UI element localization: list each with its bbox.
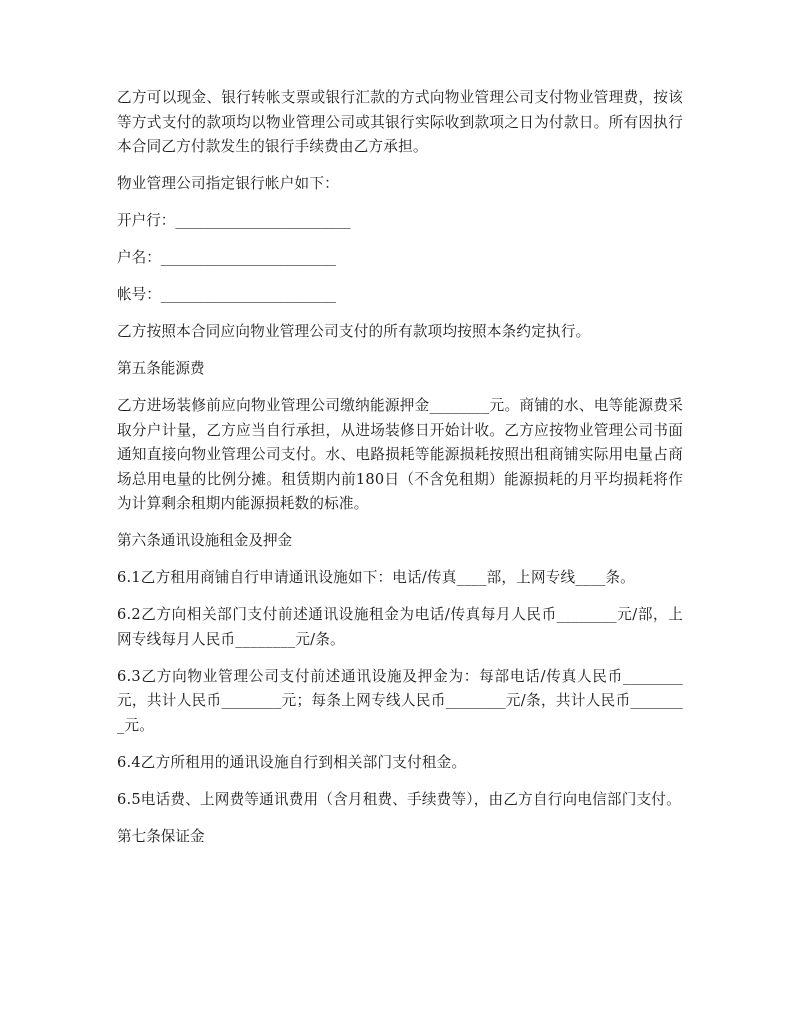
- heading-article-7: 第七条保证金: [117, 827, 205, 845]
- paragraph-6-5: 6.5电话费、上网费等通讯费用（含月租费、手续费等），由乙方自行向电信部门支付。: [117, 790, 681, 808]
- paragraph-6-1: 6.1乙方租用商铺自行申请通讯设施如下：电话/传真____部，上网专线____条。: [117, 569, 635, 586]
- heading-article-5: 第五条能源费: [117, 360, 205, 377]
- heading-article-6: 第六条通讯设施租金及押金: [117, 532, 293, 549]
- paragraph-6-4: 6.4乙方所租用的通讯设施自行到相关部门支付租金。: [117, 753, 467, 771]
- paragraph-bank-intro: 物业管理公司指定银行帐户如下：: [117, 175, 339, 192]
- paragraph-6-2: 6.2乙方向相关部门支付前述通讯设施租金为电话/传真每月人民币________元/部，上网专线每月人民币________元/条。: [117, 606, 683, 648]
- field-account-name: 户名：________________________: [117, 249, 336, 266]
- field-bank: 开户行：________________________: [117, 212, 351, 229]
- paragraph-6-3: 6.3乙方向物业管理公司支付前述通讯设施及押金为：每部电话/传真人民币________元，共计人民币________元；每条上网专线人民币________元/条，共计人民币________元。: [117, 667, 683, 734]
- document-page: [117, 86, 683, 862]
- paragraph-payment-rule: 乙方按照本合同应向物业管理公司支付的所有款项均按照本条约定执行。: [117, 323, 591, 340]
- paragraph-payment-method: 乙方可以现金、银行转帐支票或银行汇款的方式向物业管理公司支付物业管理费，按该等方式支付的款项均以物业管理公司或其银行实际收到款项之日为付款日。所有因执行本合同乙方付款发生的银行手续费由乙方承担。: [117, 89, 683, 155]
- field-account-number: 帐号：________________________: [117, 286, 336, 303]
- paragraph-energy: 乙方进场装修前应向物业管理公司缴纳能源押金________元。商铺的水、电等能源费采取分户计量，乙方应当自行承担，从进场装修日开始计收。乙方应按物业管理公司书面通知直接向物业管理公司支付。水、电路损耗等能源损耗按照出租商铺实际用电量占商场总用电量的比例分摊。租赁期内前180日（不含免租期）能源损耗的月平均损耗将作为计算剩余租期内能源损耗数的标准。: [117, 397, 683, 512]
